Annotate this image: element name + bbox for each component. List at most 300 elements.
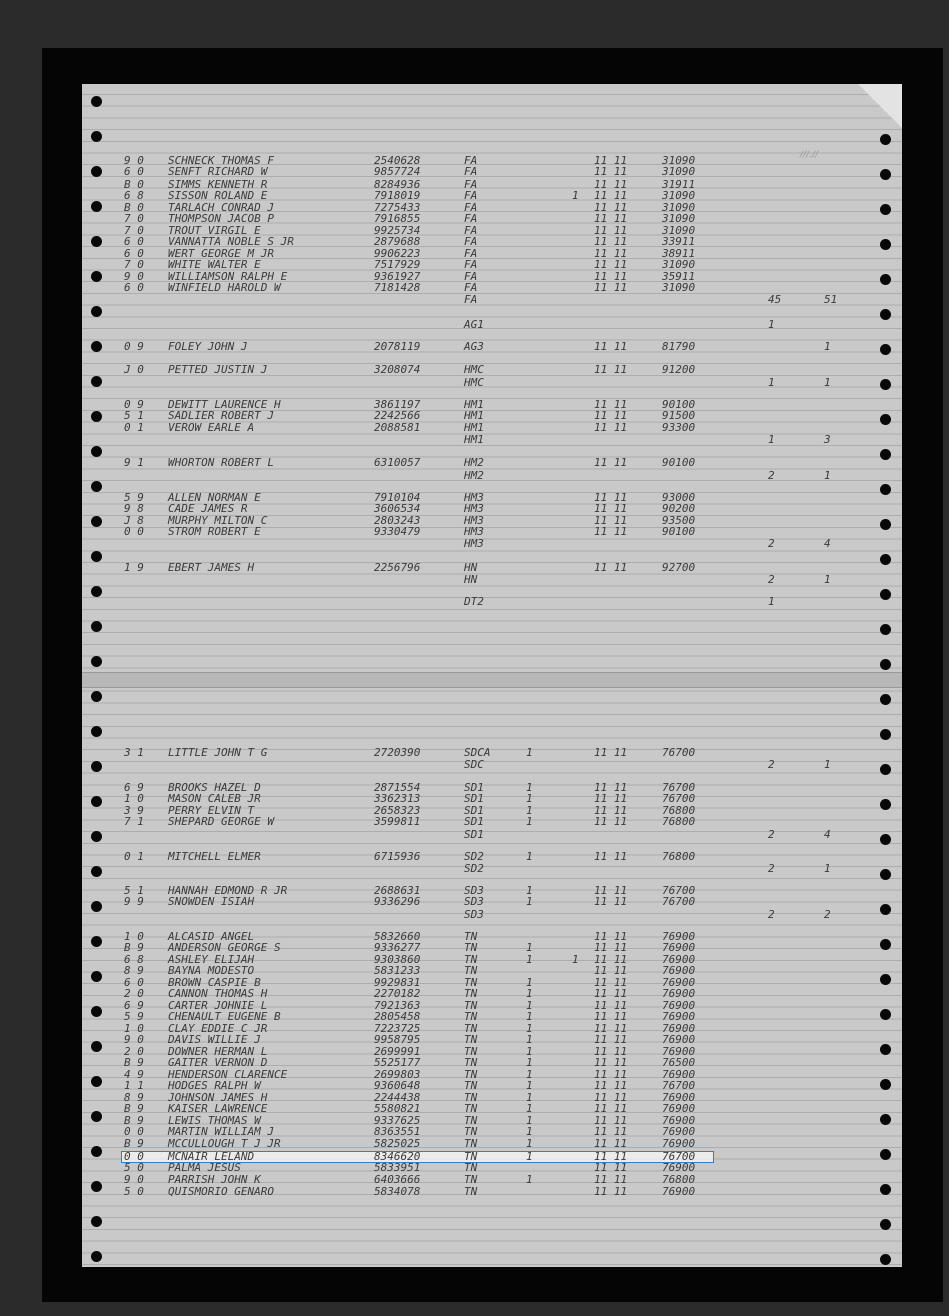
cell-flag-a: 1 bbox=[526, 1068, 533, 1081]
cell-service-number: 7918019 bbox=[374, 189, 421, 202]
cell-name: SCHNECK THOMAS F bbox=[168, 154, 274, 167]
cell-indicator: 9 0 bbox=[124, 270, 144, 283]
feed-hole bbox=[91, 586, 102, 597]
cell-name: WINFIELD HAROLD W bbox=[168, 281, 281, 294]
cell-rate: HM3 bbox=[464, 502, 484, 515]
cell-total-1: 2 bbox=[768, 908, 775, 921]
cell-name: STROM ROBERT E bbox=[168, 525, 261, 538]
feed-hole bbox=[91, 1216, 102, 1227]
cell-flag-a: 1 bbox=[526, 1125, 533, 1138]
cell-service-number: 2244438 bbox=[374, 1091, 421, 1104]
cell-total-2: 1 bbox=[824, 376, 831, 389]
cell-date: 11 11 bbox=[594, 964, 628, 977]
cell-rate: FA bbox=[464, 212, 478, 225]
cell-indicator: 9 0 bbox=[124, 154, 144, 167]
cell-service-number: 2699803 bbox=[374, 1068, 421, 1081]
feed-hole bbox=[91, 1181, 102, 1192]
cell-rate: TN bbox=[464, 1173, 478, 1186]
feed-hole bbox=[880, 484, 891, 495]
cell-name: CADE JAMES R bbox=[168, 502, 248, 515]
cell-date: 11 11 bbox=[594, 884, 628, 897]
cell-date: 11 11 bbox=[594, 1022, 628, 1035]
cell-rate: FA bbox=[464, 270, 478, 283]
cell-flag-a: 1 bbox=[526, 1056, 533, 1069]
cell-flag-a: 1 bbox=[526, 746, 533, 759]
cell-flag-a: 1 bbox=[526, 1079, 533, 1092]
cell-indicator: 8 9 bbox=[124, 964, 144, 977]
cell-total-1: 45 bbox=[768, 293, 782, 306]
cell-total-1: 1 bbox=[768, 318, 775, 331]
cell-rate: HM1 bbox=[464, 409, 484, 422]
cell-service-number: 9361927 bbox=[374, 270, 421, 283]
cell-flag-a: 1 bbox=[526, 895, 533, 908]
feed-hole bbox=[880, 554, 891, 565]
cell-rate: HM1 bbox=[464, 398, 484, 411]
feed-hole bbox=[91, 236, 102, 247]
cell-date: 11 11 bbox=[594, 561, 628, 574]
cell-service-number: 2805458 bbox=[374, 1010, 421, 1023]
cell-name: QUISMORIO GENARO bbox=[168, 1185, 274, 1198]
cell-code: 76900 bbox=[662, 930, 696, 943]
cell-rate: SDCA bbox=[464, 746, 491, 759]
cell-indicator: 0 1 bbox=[124, 421, 144, 434]
cell-total-2: 1 bbox=[824, 573, 831, 586]
cell-date: 11 11 bbox=[594, 976, 628, 989]
cell-rate: HM3 bbox=[464, 491, 484, 504]
cell-rate: SD1 bbox=[464, 781, 484, 794]
cell-indicator: 5 1 bbox=[124, 884, 144, 897]
cell-name: SADLIER ROBERT J bbox=[168, 409, 274, 422]
cell-indicator: B 0 bbox=[124, 201, 144, 214]
cell-date: 11 11 bbox=[594, 1056, 628, 1069]
cell-service-number: 9303860 bbox=[374, 953, 421, 966]
cell-rate: FA bbox=[464, 258, 478, 271]
cell-code: 76900 bbox=[662, 987, 696, 1000]
cell-rate: HN bbox=[464, 561, 478, 574]
cell-indicator: 5 9 bbox=[124, 491, 144, 504]
cell-date: 11 11 bbox=[594, 804, 628, 817]
feed-hole bbox=[91, 376, 102, 387]
feed-hole bbox=[91, 131, 102, 142]
cell-code: 31090 bbox=[662, 154, 696, 167]
cell-indicator: 5 1 bbox=[124, 409, 144, 422]
cell-service-number: 9857724 bbox=[374, 165, 421, 178]
cell-code: 76900 bbox=[662, 1137, 696, 1150]
feed-hole bbox=[91, 901, 102, 912]
cell-flag-b: 1 bbox=[572, 189, 579, 202]
feed-hole bbox=[91, 1006, 102, 1017]
cell-name: KAISER LAWRENCE bbox=[168, 1102, 268, 1115]
cell-rate: FA bbox=[464, 224, 478, 237]
cell-name: WERT GEORGE M JR bbox=[168, 247, 274, 260]
cell-indicator: 6 9 bbox=[124, 781, 144, 794]
cell-name: HODGES RALPH W bbox=[168, 1079, 261, 1092]
feed-hole bbox=[880, 134, 891, 145]
cell-indicator: 7 0 bbox=[124, 258, 144, 271]
cell-indicator: B 9 bbox=[124, 1056, 144, 1069]
feed-hole bbox=[880, 379, 891, 390]
cell-name: PETTED JUSTIN J bbox=[168, 363, 268, 376]
cell-service-number: 7916855 bbox=[374, 212, 421, 225]
cell-code: 93500 bbox=[662, 514, 696, 527]
cell-date: 11 11 bbox=[594, 502, 628, 515]
cell-indicator: 1 9 bbox=[124, 561, 144, 574]
cell-flag-a: 1 bbox=[526, 1033, 533, 1046]
cell-indicator: 5 0 bbox=[124, 1161, 144, 1174]
pencil-mark: ///.// bbox=[800, 150, 819, 160]
feed-hole bbox=[880, 1079, 891, 1090]
cell-rate: HM2 bbox=[464, 469, 484, 482]
cell-indicator: 6 0 bbox=[124, 235, 144, 248]
cell-rate: TN bbox=[464, 976, 478, 989]
cell-date: 11 11 bbox=[594, 525, 628, 538]
cell-rate: FA bbox=[464, 165, 478, 178]
feed-hole bbox=[880, 1219, 891, 1230]
cell-rate: TN bbox=[464, 1056, 478, 1069]
cell-flag-a: 1 bbox=[526, 1137, 533, 1150]
cell-rate: TN bbox=[464, 1125, 478, 1138]
cell-code: 92700 bbox=[662, 561, 696, 574]
cell-name: MCNAIR LELAND bbox=[168, 1150, 255, 1163]
feed-hole bbox=[91, 411, 102, 422]
cell-date: 11 11 bbox=[594, 212, 628, 225]
feed-hole bbox=[880, 1184, 891, 1195]
cell-service-number: 9336296 bbox=[374, 895, 421, 908]
cell-service-number: 7181428 bbox=[374, 281, 421, 294]
cell-service-number: 2720390 bbox=[374, 746, 421, 759]
cell-name: THOMPSON JACOB P bbox=[168, 212, 274, 225]
cell-rate: HM3 bbox=[464, 537, 484, 550]
page-fold bbox=[82, 672, 902, 688]
feed-hole bbox=[91, 1041, 102, 1052]
cell-flag-a: 1 bbox=[526, 999, 533, 1012]
cell-flag-a: 1 bbox=[526, 804, 533, 817]
feed-hole bbox=[91, 1146, 102, 1157]
cell-code: 76800 bbox=[662, 1173, 696, 1186]
cell-total-2: 1 bbox=[824, 862, 831, 875]
cell-code: 90100 bbox=[662, 398, 696, 411]
cell-service-number: 5525177 bbox=[374, 1056, 421, 1069]
cell-code: 31090 bbox=[662, 212, 696, 225]
cell-indicator: 9 0 bbox=[124, 1173, 144, 1186]
cell-code: 33911 bbox=[662, 235, 696, 248]
feed-hole bbox=[880, 1009, 891, 1020]
cell-indicator: 1 0 bbox=[124, 1022, 144, 1035]
cell-name: GAITER VERNON D bbox=[168, 1056, 268, 1069]
cell-name: LEWIS THOMAS W bbox=[168, 1114, 261, 1127]
cell-date: 11 11 bbox=[594, 1102, 628, 1115]
cell-date: 11 11 bbox=[594, 850, 628, 863]
cell-date: 11 11 bbox=[594, 987, 628, 1000]
cell-indicator: 0 0 bbox=[124, 1150, 144, 1163]
feed-hole bbox=[91, 1111, 102, 1122]
cell-date: 11 11 bbox=[594, 815, 628, 828]
cell-code: 91500 bbox=[662, 409, 696, 422]
cell-total-2: 51 bbox=[824, 293, 838, 306]
cell-date: 11 11 bbox=[594, 270, 628, 283]
cell-indicator: 0 9 bbox=[124, 340, 144, 353]
cell-date: 11 11 bbox=[594, 165, 628, 178]
cell-rate: TN bbox=[464, 1161, 478, 1174]
feed-hole bbox=[880, 204, 891, 215]
feed-hole bbox=[91, 936, 102, 947]
cell-code: 76900 bbox=[662, 1125, 696, 1138]
cell-date: 11 11 bbox=[594, 456, 628, 469]
cell-name: LITTLE JOHN T G bbox=[168, 746, 268, 759]
cell-service-number: 2699991 bbox=[374, 1045, 421, 1058]
cell-rate: HN bbox=[464, 573, 478, 586]
cell-indicator: J 8 bbox=[124, 514, 144, 527]
cell-rate: TN bbox=[464, 1137, 478, 1150]
cell-indicator: 7 0 bbox=[124, 212, 144, 225]
cell-date: 11 11 bbox=[594, 491, 628, 504]
cell-date: 11 11 bbox=[594, 792, 628, 805]
cell-date: 11 11 bbox=[594, 1033, 628, 1046]
feed-hole bbox=[91, 271, 102, 282]
cell-service-number: 2871554 bbox=[374, 781, 421, 794]
cell-rate: FA bbox=[464, 154, 478, 167]
cell-service-number: 2256796 bbox=[374, 561, 421, 574]
cell-code: 76800 bbox=[662, 804, 696, 817]
cell-rate: TN bbox=[464, 930, 478, 943]
cell-flag-a: 1 bbox=[526, 976, 533, 989]
cell-date: 11 11 bbox=[594, 1161, 628, 1174]
cell-code: 76700 bbox=[662, 1079, 696, 1092]
cell-flag-a: 1 bbox=[526, 941, 533, 954]
cell-total-1: 1 bbox=[768, 376, 775, 389]
cell-code: 76900 bbox=[662, 953, 696, 966]
cell-rate: TN bbox=[464, 953, 478, 966]
cell-date: 11 11 bbox=[594, 189, 628, 202]
cell-indicator: 1 0 bbox=[124, 930, 144, 943]
cell-code: 76900 bbox=[662, 941, 696, 954]
cell-date: 11 11 bbox=[594, 409, 628, 422]
feed-hole bbox=[91, 726, 102, 737]
feed-hole bbox=[880, 169, 891, 180]
cell-service-number: 2088581 bbox=[374, 421, 421, 434]
cell-indicator: 3 9 bbox=[124, 804, 144, 817]
feed-hole bbox=[880, 974, 891, 985]
cell-date: 11 11 bbox=[594, 1045, 628, 1058]
cell-code: 76900 bbox=[662, 999, 696, 1012]
cell-flag-a: 1 bbox=[526, 792, 533, 805]
cell-date: 11 11 bbox=[594, 953, 628, 966]
cell-name: TROUT VIRGIL E bbox=[168, 224, 261, 237]
cell-rate: SD2 bbox=[464, 862, 484, 875]
cell-date: 11 11 bbox=[594, 235, 628, 248]
feed-hole bbox=[91, 796, 102, 807]
cell-service-number: 9360648 bbox=[374, 1079, 421, 1092]
cell-name: SHEPARD GEORGE W bbox=[168, 815, 274, 828]
feed-hole bbox=[880, 344, 891, 355]
feed-hole bbox=[880, 1149, 891, 1160]
feed-hole bbox=[880, 694, 891, 705]
cell-service-number: 2270182 bbox=[374, 987, 421, 1000]
cell-name: CARTER JOHNIE L bbox=[168, 999, 268, 1012]
cell-rate: TN bbox=[464, 1022, 478, 1035]
cell-rate: TN bbox=[464, 1185, 478, 1198]
cell-code: 76800 bbox=[662, 815, 696, 828]
feed-hole bbox=[880, 1254, 891, 1265]
cell-name: MITCHELL ELMER bbox=[168, 850, 261, 863]
cell-rate: HMC bbox=[464, 363, 484, 376]
cell-name: MASON CALEB JR bbox=[168, 792, 261, 805]
feed-hole bbox=[880, 624, 891, 635]
cell-name: WILLIAMSON RALPH E bbox=[168, 270, 288, 283]
cell-code: 76700 bbox=[662, 781, 696, 794]
cell-date: 11 11 bbox=[594, 941, 628, 954]
feed-hole bbox=[91, 166, 102, 177]
cell-service-number: 5832660 bbox=[374, 930, 421, 943]
cell-rate: SD1 bbox=[464, 804, 484, 817]
cell-rate: HM3 bbox=[464, 525, 484, 538]
cell-rate: AG3 bbox=[464, 340, 484, 353]
cell-name: SENFT RICHARD W bbox=[168, 165, 268, 178]
cell-name: VEROW EARLE A bbox=[168, 421, 255, 434]
cell-code: 76900 bbox=[662, 1185, 696, 1198]
cell-rate: TN bbox=[464, 1102, 478, 1115]
cell-flag-a: 1 bbox=[526, 1150, 533, 1163]
cell-indicator: 6 0 bbox=[124, 165, 144, 178]
cell-date: 11 11 bbox=[594, 1091, 628, 1104]
cell-code: 93000 bbox=[662, 491, 696, 504]
cell-indicator: 0 0 bbox=[124, 1125, 144, 1138]
cell-indicator: 9 9 bbox=[124, 895, 144, 908]
cell-name: SIMMS KENNETH R bbox=[168, 178, 268, 191]
feed-hole bbox=[880, 449, 891, 460]
cell-date: 11 11 bbox=[594, 363, 628, 376]
cell-code: 35911 bbox=[662, 270, 696, 283]
cell-code: 31090 bbox=[662, 189, 696, 202]
cell-name: TARLACH CONRAD J bbox=[168, 201, 274, 214]
cell-rate: FA bbox=[464, 293, 478, 306]
cell-rate: TN bbox=[464, 1150, 478, 1163]
cell-rate: SD3 bbox=[464, 884, 484, 897]
cell-name: CHENAULT EUGENE B bbox=[168, 1010, 281, 1023]
cell-code: 76900 bbox=[662, 1022, 696, 1035]
cell-indicator: 5 9 bbox=[124, 1010, 144, 1023]
cell-code: 31090 bbox=[662, 281, 696, 294]
cell-total-1: 1 bbox=[768, 595, 775, 608]
feed-hole bbox=[880, 1044, 891, 1055]
cell-service-number: 5834078 bbox=[374, 1185, 421, 1198]
feed-hole bbox=[880, 414, 891, 425]
cell-code: 76900 bbox=[662, 1045, 696, 1058]
cell-date: 11 11 bbox=[594, 281, 628, 294]
cell-total-2: 3 bbox=[824, 433, 831, 446]
cell-code: 76900 bbox=[662, 1102, 696, 1115]
cell-date: 11 11 bbox=[594, 1010, 628, 1023]
cell-code: 90100 bbox=[662, 525, 696, 538]
cell-indicator: 3 1 bbox=[124, 746, 144, 759]
cell-total-2: 1 bbox=[824, 340, 831, 353]
cell-service-number: 9337625 bbox=[374, 1114, 421, 1127]
cell-name: CLAY EDDIE C JR bbox=[168, 1022, 268, 1035]
cell-total-1: 2 bbox=[768, 862, 775, 875]
cell-service-number: 6715936 bbox=[374, 850, 421, 863]
feed-hole bbox=[880, 729, 891, 740]
feed-hole bbox=[91, 1076, 102, 1087]
cell-service-number: 9925734 bbox=[374, 224, 421, 237]
cell-rate: SDC bbox=[464, 758, 484, 771]
cell-rate: TN bbox=[464, 1091, 478, 1104]
feed-hole bbox=[880, 239, 891, 250]
cell-indicator: J 0 bbox=[124, 363, 144, 376]
cell-flag-a: 1 bbox=[526, 953, 533, 966]
cell-indicator: 2 0 bbox=[124, 987, 144, 1000]
cell-date: 11 11 bbox=[594, 154, 628, 167]
cell-rate: TN bbox=[464, 1114, 478, 1127]
cell-code: 81790 bbox=[662, 340, 696, 353]
cell-date: 11 11 bbox=[594, 930, 628, 943]
cell-code: 76900 bbox=[662, 976, 696, 989]
cell-name: PERRY ELVIN T bbox=[168, 804, 255, 817]
cell-flag-a: 1 bbox=[526, 1091, 533, 1104]
cell-service-number: 9929831 bbox=[374, 976, 421, 989]
cell-rate: HM2 bbox=[464, 456, 484, 469]
feed-hole bbox=[91, 656, 102, 667]
cell-name: MCCULLOUGH T J JR bbox=[168, 1137, 281, 1150]
cell-indicator: 9 1 bbox=[124, 456, 144, 469]
cell-code: 91200 bbox=[662, 363, 696, 376]
cell-indicator: 7 1 bbox=[124, 815, 144, 828]
cell-code: 90200 bbox=[662, 502, 696, 515]
cell-indicator: 7 0 bbox=[124, 224, 144, 237]
cell-name: HENDERSON CLARENCE bbox=[168, 1068, 288, 1081]
cell-name: WHITE WALTER E bbox=[168, 258, 261, 271]
cell-name: DOWNER HERMAN L bbox=[168, 1045, 268, 1058]
cell-indicator: 4 9 bbox=[124, 1068, 144, 1081]
feed-hole bbox=[880, 799, 891, 810]
feed-hole bbox=[91, 621, 102, 632]
cell-rate: TN bbox=[464, 987, 478, 1000]
cell-name: HANNAH EDMOND R JR bbox=[168, 884, 288, 897]
cell-service-number: 3599811 bbox=[374, 815, 421, 828]
cell-code: 76700 bbox=[662, 895, 696, 908]
cell-rate: DT2 bbox=[464, 595, 484, 608]
cell-date: 11 11 bbox=[594, 201, 628, 214]
feed-hole bbox=[880, 764, 891, 775]
cell-code: 93300 bbox=[662, 421, 696, 434]
cell-rate: TN bbox=[464, 1033, 478, 1046]
cell-indicator: B 0 bbox=[124, 178, 144, 191]
cell-total-1: 1 bbox=[768, 433, 775, 446]
feed-hole bbox=[91, 1251, 102, 1262]
feed-hole bbox=[880, 309, 891, 320]
cell-code: 31090 bbox=[662, 201, 696, 214]
cell-service-number: 8363551 bbox=[374, 1125, 421, 1138]
cell-date: 11 11 bbox=[594, 340, 628, 353]
cell-indicator: 0 1 bbox=[124, 850, 144, 863]
cell-flag-b: 1 bbox=[572, 953, 579, 966]
cell-code: 76900 bbox=[662, 1091, 696, 1104]
cell-code: 31911 bbox=[662, 178, 696, 191]
cell-indicator: B 9 bbox=[124, 1137, 144, 1150]
cell-flag-a: 1 bbox=[526, 815, 533, 828]
feed-hole bbox=[880, 939, 891, 950]
cell-date: 11 11 bbox=[594, 1068, 628, 1081]
cell-service-number: 2803243 bbox=[374, 514, 421, 527]
cell-name: SNOWDEN ISIAH bbox=[168, 895, 255, 908]
cell-rate: HMC bbox=[464, 376, 484, 389]
cell-rate: FA bbox=[464, 178, 478, 191]
cell-name: PALMA JESUS bbox=[168, 1161, 241, 1174]
cell-name: ASHLEY ELIJAH bbox=[168, 953, 255, 966]
cell-service-number: 2658323 bbox=[374, 804, 421, 817]
cell-name: VANNATTA NOBLE S JR bbox=[168, 235, 294, 248]
cell-code: 76500 bbox=[662, 1056, 696, 1069]
cell-service-number: 5825025 bbox=[374, 1137, 421, 1150]
